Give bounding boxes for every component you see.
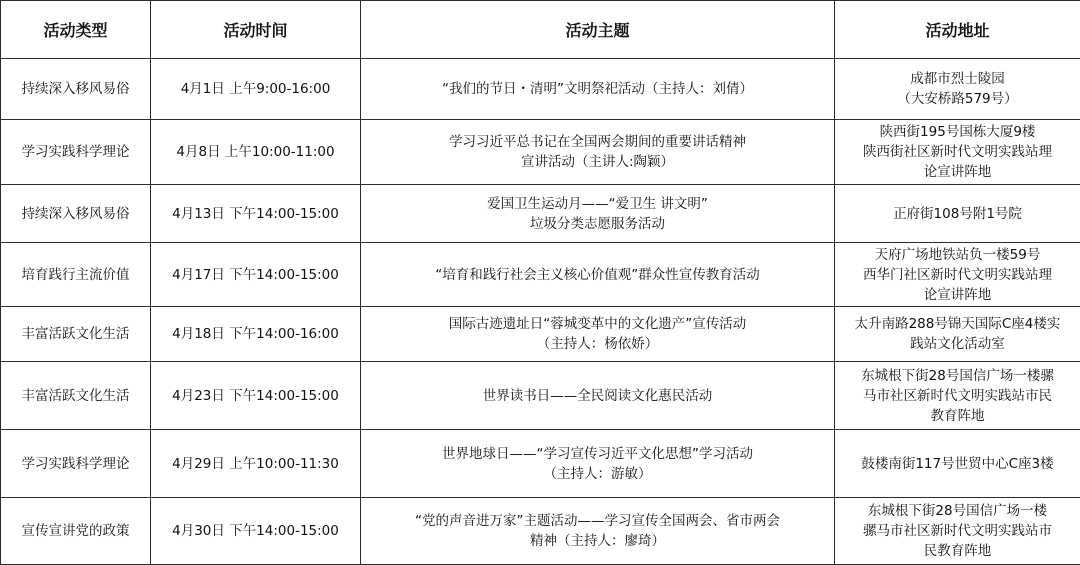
activity-type-cell: 持续深入移风易俗 [1, 185, 151, 243]
table-row [1, 430, 1080, 498]
theme-line: 国际古迹遗址日“蓉城变革中的文化遗产”宣传活动 [448, 316, 747, 332]
activity-theme-cell [361, 307, 835, 362]
address-line: 论宣讲阵地 [923, 286, 992, 303]
theme-line: 世界读书日——全民阅读文化惠民活动 [482, 387, 713, 404]
address-line: 西华门社区新时代文明实践站理 [863, 266, 1052, 283]
theme-line: 世界地球日——“学习宣传习近平文化思想”学习活动 [442, 445, 753, 462]
address-line: 陕西街195号国栋大厦9楼 [879, 124, 1036, 140]
header-activity-address: 活动地址 [835, 1, 1080, 59]
address-line: 民教育阵地 [923, 543, 992, 559]
activity-address-cell [835, 243, 1080, 307]
header-activity-theme: 活动主题 [361, 1, 835, 59]
table-row [1, 307, 1080, 362]
activity-address-cell [835, 185, 1080, 243]
activity-address-cell [835, 59, 1080, 120]
activity-address-cell [835, 430, 1080, 498]
address-line: 马市社区新时代文明实践站市民 [863, 387, 1052, 404]
address-line: 天府广场地铁站负一楼59号 [874, 246, 1041, 263]
activity-time-cell: 4月1日 上午9:00-16:00 [151, 59, 361, 120]
activity-time-cell: 4月29日 上午10:00-11:30 [151, 430, 361, 498]
table-row [1, 120, 1080, 185]
activity-type-cell: 宣传宣讲党的政策 [1, 498, 151, 565]
address-line: 太升南路288号锦天国际C座4楼实 [854, 316, 1061, 332]
table-row [1, 498, 1080, 565]
address-line: 成都市烈士陵园 [910, 71, 1005, 87]
theme-line: （主持人：杨依娇） [536, 336, 659, 352]
theme-line: “培育和践行社会主义核心价值观”群众性宣传教育活动 [435, 266, 760, 283]
theme-line: 学习习近平总书记在全国两会期间的重要讲话精神 [449, 134, 746, 150]
activity-type-cell: 学习实践科学理论 [1, 430, 151, 498]
header-row [1, 1, 1080, 59]
activity-theme-cell [361, 362, 835, 430]
address-line: 东城根下街28号国信广场一楼骡 [861, 367, 1054, 384]
activity-theme-cell [361, 430, 835, 498]
activity-time-cell: 4月18日 下午14:00-16:00 [151, 307, 361, 362]
address-line: 论宣讲阵地 [923, 164, 992, 180]
activity-time-cell: 4月30日 下午14:00-15:00 [151, 498, 361, 565]
activity-type-cell: 学习实践科学理论 [1, 120, 151, 185]
activity-theme-cell [361, 120, 835, 185]
table-row [1, 243, 1080, 307]
header-activity-type: 活动类型 [1, 1, 151, 59]
activity-type-cell: 培育践行主流价值 [1, 243, 151, 307]
theme-line: 精神（主持人：廖琦） [530, 533, 665, 549]
address-line: 正府街108号附1号院 [893, 205, 1022, 222]
address-line: 践站文化活动室 [910, 336, 1005, 352]
address-line: 教育阵地 [930, 407, 985, 424]
activity-theme-cell [361, 498, 835, 565]
table-row [1, 59, 1080, 120]
table-row [1, 185, 1080, 243]
activity-time-cell: 4月8日 上午10:00-11:00 [151, 120, 361, 185]
activity-type-cell: 丰富活跃文化生活 [1, 307, 151, 362]
address-line: 骡马市社区新时代文明实践站市 [863, 523, 1052, 539]
activity-address-cell [835, 498, 1080, 565]
theme-line: “党的声音进万家”主题活动——学习宣传全国两会、省市两会 [415, 513, 780, 529]
activity-time-cell: 4月17日 下午14:00-15:00 [151, 243, 361, 307]
activity-address-cell [835, 307, 1080, 362]
activity-theme-cell [361, 185, 835, 243]
theme-line: 宣讲活动（主讲人:陶颖） [520, 154, 675, 170]
table-row [1, 362, 1080, 430]
activity-time-cell: 4月23日 下午14:00-15:00 [151, 362, 361, 430]
activity-address-cell [835, 120, 1080, 185]
theme-line: （主持人：游敏） [543, 465, 652, 482]
header-activity-time: 活动时间 [151, 1, 361, 59]
address-line: 陕西街社区新时代文明实践站理 [863, 144, 1052, 160]
theme-line: 垃圾分类志愿服务活动 [530, 215, 665, 232]
activity-theme-cell [361, 243, 835, 307]
address-line: 东城根下街28号国信广场一楼 [867, 503, 1048, 519]
address-line: 鼓楼南街117号世贸中心C座3楼 [861, 455, 1054, 472]
activity-theme-cell [361, 59, 835, 120]
activity-address-cell [835, 362, 1080, 430]
activity-time-cell: 4月13日 下午14:00-15:00 [151, 185, 361, 243]
theme-line: 爱国卫生运动月——“爱卫生 讲文明” [487, 195, 708, 212]
theme-line: “我们的节日・清明”文明祭祀活动（主持人：刘倩） [442, 81, 753, 97]
activity-type-cell: 丰富活跃文化生活 [1, 362, 151, 430]
activity-type-cell: 持续深入移风易俗 [1, 59, 151, 120]
address-line: （大安桥路579号） [897, 91, 1018, 107]
